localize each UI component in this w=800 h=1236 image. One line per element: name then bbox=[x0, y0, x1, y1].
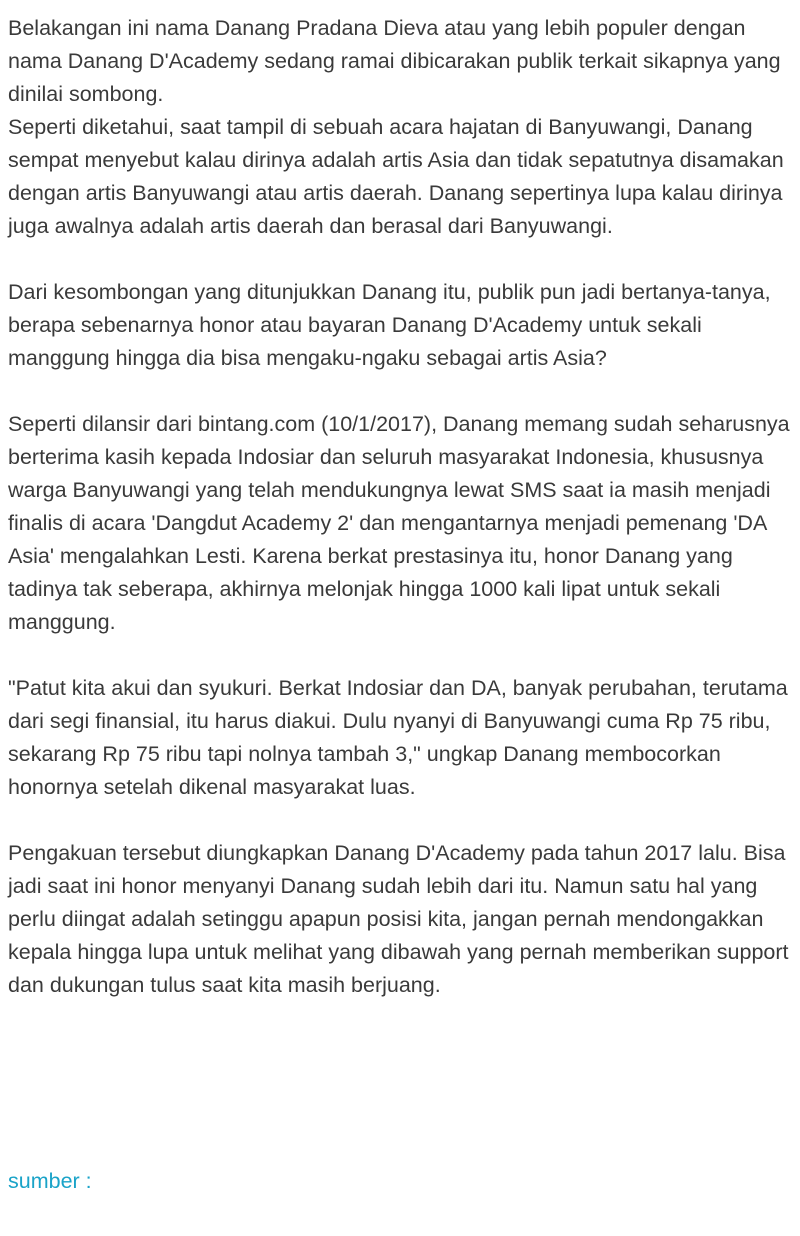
article-body bbox=[8, 12, 792, 1035]
article-paragraph-3: Seperti dilansir dari bintang.com (10/1/2017), Danang memang sudah seharusnya berterima kasih kepada Indosiar dan seluruh masyarakat Indonesia, khususnya warga Banyuwangi yang telah mendukungnya lewat SMS saat ia masih menjadi finalis di acara 'Dangdut Academy 2' dan mengantarnya menjadi pemenang 'DA Asia' mengalahkan Lesti. Karena berkat prestasinya itu, honor Danang yang tadinya tak seberapa, akhirnya melonjak hingga 1000 kali lipat untuk sekali manggung. bbox=[8, 412, 790, 634]
article-paragraph-1: Belakangan ini nama Danang Pradana Dieva atau yang lebih populer dengan nama Danang D'Academy sedang ramai dibicarakan publik terkait sikapnya yang dinilai sombong. Seperti diketahui, saat tampil di sebuah acara hajatan di Banyuwangi, Danang sempat menyebut kalau dirinya adalah artis Asia dan tidak sepatutnya disamakan dengan artis Banyuwangi atau artis daerah. Danang sepertinya lupa kalau dirinya juga awalnya adalah artis daerah dan berasal dari Banyuwangi. bbox=[8, 16, 784, 238]
source-link[interactable]: sumber : bbox=[8, 1169, 92, 1193]
article-paragraph-5: Pengakuan tersebut diungkapkan Danang D'Academy pada tahun 2017 lalu. Bisa jadi saat ini honor menyanyi Danang sudah lebih dari itu. Namun satu hal yang perlu diingat adalah setinggu apapun posisi kita, jangan pernah mendongakkan kepala hingga lupa untuk melihat yang dibawah yang pernah memberikan support dan dukungan tulus saat kita masih berjuang. bbox=[8, 841, 789, 997]
article-paragraph-4: "Patut kita akui dan syukuri. Berkat Indosiar dan DA, banyak perubahan, terutama dari segi finansial, itu harus diakui. Dulu nyanyi di Banyuwangi cuma Rp 75 ribu, sekarang Rp 75 ribu tapi nolnya tambah 3," ungkap Danang membocorkan honornya setelah dikenal masyarakat luas. bbox=[8, 676, 788, 799]
article-paragraph-2: Dari kesombongan yang ditunjukkan Danang itu, publik pun jadi bertanya-tanya, berapa sebenarnya honor atau bayaran Danang D'Academy untuk sekali manggung hingga dia bisa mengaku-ngaku sebagai artis Asia? bbox=[8, 280, 771, 370]
